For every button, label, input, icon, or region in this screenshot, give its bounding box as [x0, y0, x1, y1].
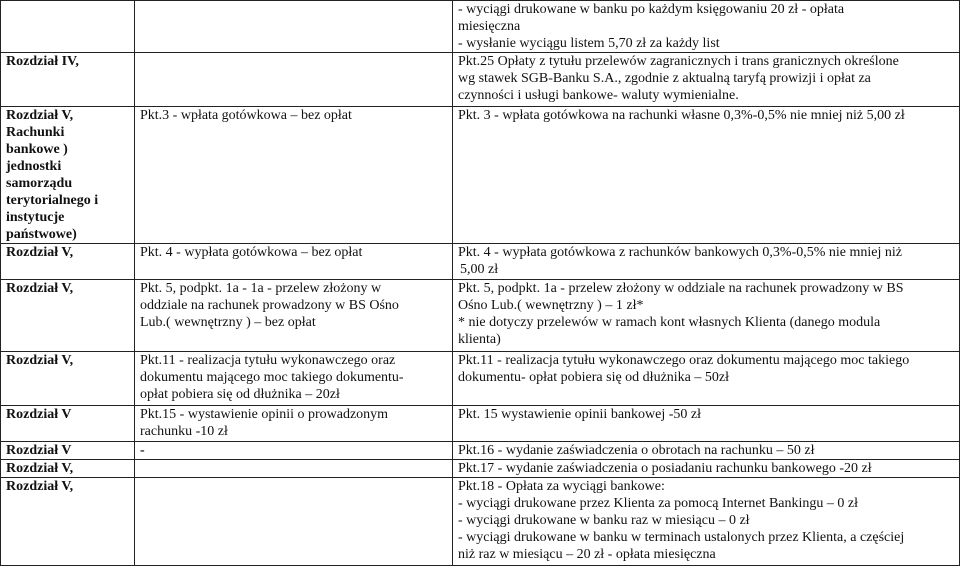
- chapter-cell: [1, 244, 135, 280]
- chapter-label: Rozdział V,: [6, 353, 74, 368]
- cell-line: Pkt. 3 - wpłata gotówkowa na rachunki własne 0,3%-0,5% nie mniej niż 5,00 zł: [458, 108, 905, 123]
- chapter-cell: [1, 1, 135, 53]
- cell-line: Pkt. 4 - wypłata gotówkowa – bez opłat: [140, 245, 363, 260]
- old-fee-cell: [135, 107, 453, 244]
- cell-line: Pkt.25 Opłaty z tytułu przelewów zagranicznych i trans granicznych określone: [458, 54, 899, 69]
- chapter-cell: [1, 53, 135, 107]
- cell-line: 5,00 zł: [460, 262, 499, 277]
- cell-line: jednostki: [6, 159, 62, 174]
- chapter-label: Rozdział V,: [6, 461, 74, 476]
- new-fee-cell: [453, 478, 960, 566]
- new-fee-cell: [453, 352, 960, 406]
- cell-line: Pkt.18 - Opłata za wyciągi bankowe:: [458, 479, 665, 494]
- cell-line: Pkt.16 - wydanie zaświadczenia o obrotach na rachunku – 50 zł: [458, 443, 815, 458]
- cell-line: czynności i usługi bankowe- waluty wymienialne.: [458, 88, 739, 103]
- cell-line: dokumentu mającego moc takiego dokumentu-: [140, 370, 404, 385]
- cell-line: opłat pobiera się od dłużnika – 20zł: [140, 387, 340, 402]
- cell-line: dokumentu- opłat pobiera się od dłużnika – 50zł: [458, 370, 729, 385]
- old-fee-cell: [135, 352, 453, 406]
- cell-line: Ośno Lub.( wewnętrzny ) – 1 zł*: [458, 298, 644, 313]
- chapter-cell: [1, 280, 135, 352]
- chapter-label: Rozdział V,: [6, 245, 74, 260]
- table-row: [1, 244, 960, 280]
- chapter-cell: [1, 406, 135, 442]
- table-row: [1, 460, 960, 478]
- cell-line: bankowe ): [6, 142, 68, 157]
- cell-line: Pkt. 5, podpkt. 1a - przelew złożony w oddziale na rachunek prowadzony w BS: [458, 281, 904, 296]
- cell-line: niż raz w miesiącu – 20 zł - opłata miesięczna: [458, 547, 716, 562]
- new-fee-cell: [453, 442, 960, 460]
- table-row: [1, 352, 960, 406]
- chapter-cell: [1, 442, 135, 460]
- new-fee-cell: [453, 406, 960, 442]
- old-fee-cell: [135, 53, 453, 107]
- cell-line: wg stawek SGB-Banku S.A., zgodnie z aktualną taryfą prowizji i opłat za: [458, 71, 871, 86]
- table-row: [1, 442, 960, 460]
- chapter-label: Rozdział V: [6, 407, 72, 422]
- cell-line: Pkt. 15 wystawienie opinii bankowej -50 zł: [458, 407, 702, 422]
- chapter-label: Rozdział V: [6, 443, 72, 458]
- cell-line: samorządu: [6, 176, 73, 191]
- cell-line: - wyciągi drukowane w banku w terminach ustalonych przez Klienta, a częściej: [458, 530, 905, 545]
- old-fee-cell: [135, 442, 453, 460]
- old-fee-cell: [135, 280, 453, 352]
- cell-line: Rachunki: [6, 125, 65, 140]
- old-fee-cell: [135, 1, 453, 53]
- cell-line: Pkt. 5, podpkt. 1a - 1a - przelew złożony w: [140, 281, 382, 296]
- old-fee-cell: [135, 478, 453, 566]
- old-fee-cell: [135, 244, 453, 280]
- new-fee-cell: [453, 460, 960, 478]
- cell-line: Pkt.17 - wydanie zaświadczenia o posiadaniu rachunku bankowego -20 zł: [458, 461, 872, 476]
- new-fee-cell: [453, 244, 960, 280]
- cell-line: Pkt.3 - wpłata gotówkowa – bez opłat: [140, 108, 352, 123]
- cell-line: Lub.( wewnętrzny ) – bez opłat: [140, 315, 316, 330]
- cell-line: Pkt. 4 - wypłata gotówkowa z rachunków bankowych 0,3%-0,5% nie mniej niż: [458, 245, 903, 260]
- cell-line: instytucje: [6, 210, 65, 225]
- new-fee-cell: [453, 53, 960, 107]
- cell-line: klienta): [458, 332, 501, 347]
- chapter-cell: [1, 478, 135, 566]
- cell-line: -: [140, 443, 145, 458]
- chapter-label: Rozdział V,: [6, 479, 74, 494]
- new-fee-cell: [453, 280, 960, 352]
- new-fee-cell: [453, 107, 960, 244]
- table-row: [1, 53, 960, 107]
- cell-line: oddziale na rachunek prowadzony w BS Ośno: [140, 298, 399, 313]
- table-row: [1, 1, 960, 53]
- cell-line: - wyciągi drukowane w banku po każdym księgowaniu 20 zł - opłata: [458, 2, 845, 17]
- cell-line: Rozdział V,: [6, 108, 74, 123]
- table-row: [1, 406, 960, 442]
- chapter-cell: [1, 460, 135, 478]
- cell-line: - wyciągi drukowane w banku raz w miesiącu – 0 zł: [458, 513, 750, 528]
- cell-line: miesięczna: [458, 19, 521, 34]
- chapter-cell: [1, 352, 135, 406]
- cell-line: państwowe): [6, 227, 77, 242]
- cell-line: terytorialnego i: [6, 193, 99, 208]
- cell-line: - wysłanie wyciągu listem 5,70 zł za każdy list: [458, 36, 720, 51]
- chapter-cell: [1, 107, 135, 244]
- table-row: [1, 107, 960, 244]
- old-fee-cell: [135, 406, 453, 442]
- cell-line: * nie dotyczy przelewów w ramach kont własnych Klienta (danego modula: [458, 315, 881, 330]
- table-row: [1, 478, 960, 566]
- cell-line: Pkt.11 - realizacja tytułu wykonawczego oraz: [140, 353, 396, 368]
- cell-line: Pkt.11 - realizacja tytułu wykonawczego oraz dokumentu mającego moc takiego: [458, 353, 910, 368]
- old-fee-cell: [135, 460, 453, 478]
- chapter-label: Rozdział V,: [6, 281, 74, 296]
- cell-line: rachunku -10 zł: [140, 424, 228, 439]
- cell-line: Pkt.15 - wystawienie opinii o prowadzonym: [140, 407, 389, 422]
- chapter-label: Rozdział IV,: [6, 54, 79, 69]
- new-fee-cell: [453, 1, 960, 53]
- cell-line: - wyciągi drukowane przez Klienta za pomocą Internet Bankingu – 0 zł: [458, 496, 859, 511]
- table-row: [1, 280, 960, 352]
